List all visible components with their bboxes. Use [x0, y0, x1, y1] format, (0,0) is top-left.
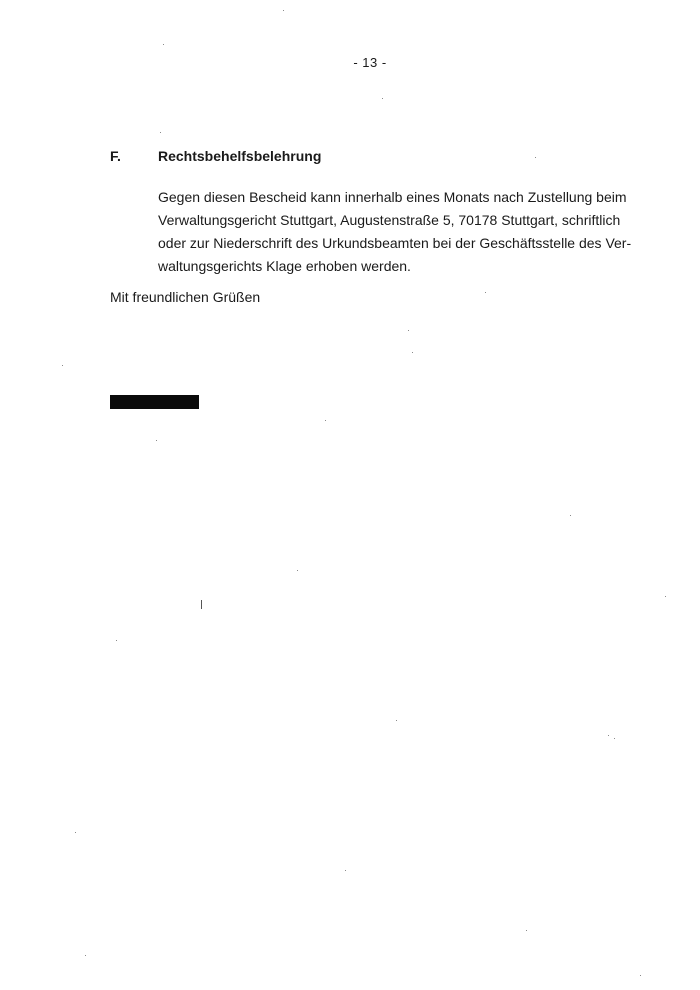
scan-speck: [614, 738, 615, 739]
scan-speck: [570, 515, 571, 516]
scan-speck: [62, 365, 63, 366]
scan-speck: [156, 440, 157, 441]
scan-speck: [485, 292, 486, 293]
paragraph-line: Gegen diesen Bescheid kann innerhalb eines Monats nach Zustellung beim: [158, 189, 627, 205]
scan-speck: [408, 330, 409, 331]
scan-speck: [382, 98, 383, 99]
paragraph-line: Verwaltungsgericht Stuttgart, Augustenstraße 5, 70178 Stuttgart, schriftlich: [158, 212, 621, 228]
scan-speck: [640, 975, 641, 976]
scan-speck: [75, 832, 76, 833]
scan-speck: [345, 870, 346, 871]
section-letter: F.: [110, 148, 121, 164]
section-heading: [110, 148, 321, 164]
scan-speck: [163, 44, 164, 45]
scan-speck: [325, 420, 326, 421]
scan-speck: [297, 570, 298, 571]
scan-speck: [283, 10, 284, 11]
scan-speck: [116, 640, 117, 641]
closing-salutation: Mit freundlichen Grüßen: [110, 289, 261, 305]
scan-speck: [535, 157, 536, 158]
page-number: - 13 -: [353, 55, 387, 70]
redacted-signature: [110, 395, 199, 409]
scan-speck: [608, 735, 609, 736]
scan-mark: [201, 600, 202, 609]
scan-speck: [412, 352, 413, 353]
scan-speck: [526, 930, 527, 931]
scan-speck: [160, 132, 161, 133]
section-title: Rechtsbehelfsbelehrung: [158, 148, 322, 164]
scan-speck: [665, 596, 666, 597]
legal-remedy-paragraph: [158, 186, 632, 278]
paragraph-line: waltungsgerichts Klage erhoben werden.: [158, 258, 411, 274]
scan-speck: [396, 720, 397, 721]
paragraph-line: oder zur Niederschrift des Urkundsbeamten bei der Geschäftsstelle des Ver-: [158, 235, 632, 251]
scan-speck: [85, 955, 86, 956]
